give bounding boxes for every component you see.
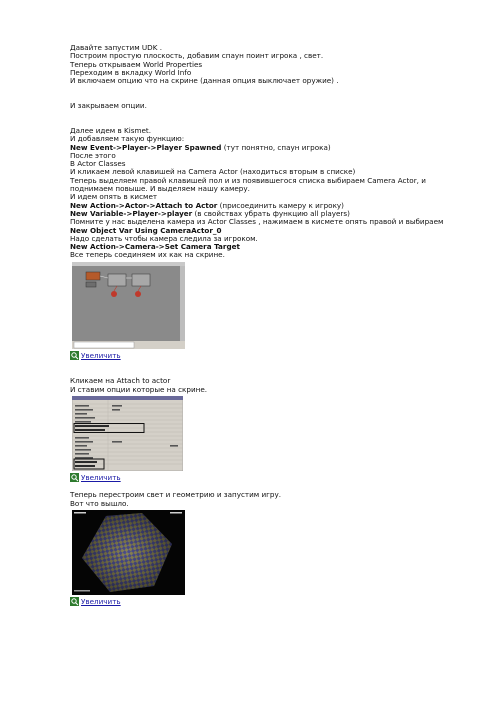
enlarge-link-row[interactable] — [70, 597, 430, 607]
text-line: Все теперь соединяем их как на скрине. — [70, 250, 225, 260]
text-line: И добавляем такую функцию: — [70, 134, 185, 144]
zoom-icon — [70, 597, 79, 606]
command-text: New Object Var Using CameraActor_0 — [70, 225, 222, 235]
text-line: Помните у нас выделена камера из Actor Classes , нажимаем в кисмете опять правой и выбираем — [70, 217, 444, 227]
enlarge-link[interactable]: Увеличить — [81, 596, 121, 606]
text-line: Надо сделать чтобы камера следила за игроком. — [70, 233, 258, 243]
command-note: (в свойствах убрать функцию all players) — [192, 208, 350, 218]
text-line: Построим простую плоскость, добавим спаун поинт игрока , свет. — [70, 51, 324, 61]
text-line — [70, 144, 430, 152]
text-line: Вот что вышло. — [70, 498, 129, 508]
text-line: И включаем опцию что на скрине (данная опция выключает оружие) . — [70, 76, 339, 86]
text-line: И ставим опции которые на скрине. — [70, 384, 208, 394]
text-line: И идем опять в кисмет — [70, 192, 158, 202]
zoom-icon — [70, 351, 79, 360]
command-text: New Action->Camera->Set Camera Target — [70, 242, 240, 252]
text-line: Переходим в вкладку World Info — [70, 67, 192, 77]
command-note: (присоединить камеру к игроку) — [217, 200, 344, 210]
text-line: В Actor Classes — [70, 159, 126, 169]
text-line: Кликаем на Attach to actor — [70, 376, 171, 386]
command-text: New Event->Player->Player Spawned — [70, 142, 222, 152]
text-line: Далее идем в Kismet. — [70, 125, 152, 135]
text-line: поднимаем повыше. И выделяем нашу камеру. — [70, 184, 250, 194]
text-line: Давайте запустим UDK . — [70, 43, 162, 52]
enlarge-link-row[interactable] — [70, 351, 430, 361]
article-body — [70, 43, 444, 607]
text-line: После этого — [70, 150, 116, 160]
text-line: И закрываем опции. — [70, 101, 147, 111]
command-text: New Variable->Player->player — [70, 208, 193, 218]
game-screenshot[interactable] — [72, 510, 185, 595]
kismet-screenshot[interactable] — [72, 262, 185, 349]
text-line: Теперь выделяем правой клавишей пол и из появившегося списка выбираем Camera Actor, и — [70, 175, 426, 185]
zoom-icon — [70, 473, 79, 482]
text-line: И кликаем левой клавишей на Camera Actor (находиться вторым в списке) — [70, 167, 356, 177]
enlarge-link-row[interactable] — [70, 473, 430, 483]
enlarge-link[interactable]: Увеличить — [81, 350, 121, 360]
properties-screenshot[interactable] — [72, 396, 183, 471]
text-line: Теперь перестроим свет и геометрию и запустим игру. — [70, 490, 282, 500]
enlarge-link[interactable]: Увеличить — [81, 472, 121, 482]
text-line: Теперь открываем World Properties — [70, 59, 203, 69]
command-note: (тут понятно, спаун игрока) — [221, 142, 331, 152]
command-text: New Action->Actor->Attach to Actor — [70, 200, 218, 210]
